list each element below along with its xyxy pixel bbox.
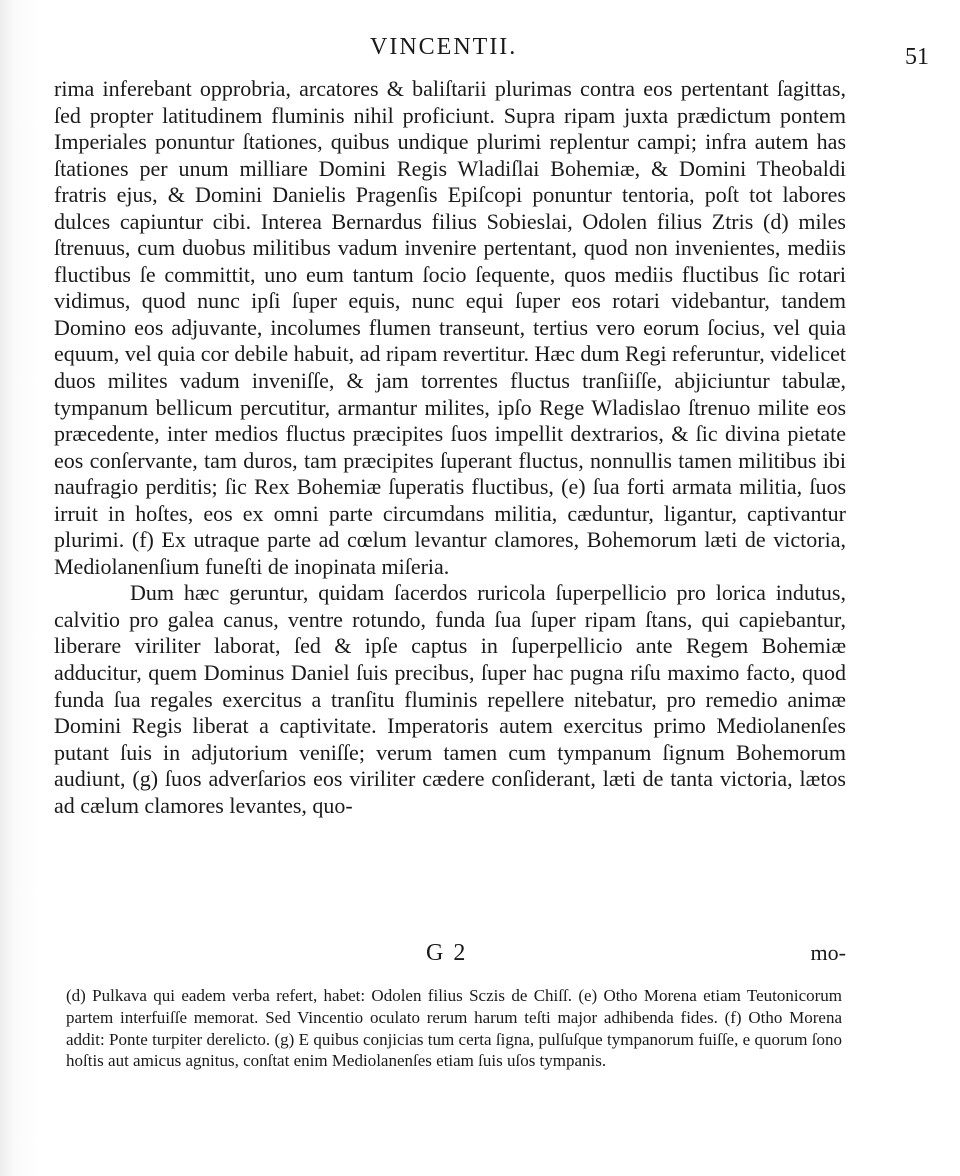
catchline	[54, 940, 846, 970]
footnote-text: (d) Pulkava qui eadem verba refert, habet: Odolen filius Sczis de Chiſſ. (e) Otho Morena etiam Teutonicorum partem interfuiſſe memorat. Sed Vincentio oculato rerum harum teſti major adhibenda fides. (f) Otho Morena addit: Ponte turpiter derelicto. (g) E quibus conjicias tum certa ſigna, pulſuſque tympanorum fuiſſe, e quorum ſono hoſtis aut amicus agnitus, conſtat enim Mediolanenſes etiam ſuis uſos tympanis.	[66, 986, 842, 1071]
footnotes	[66, 985, 842, 1072]
page-header	[0, 30, 960, 70]
signature-mark: G 2	[426, 940, 468, 966]
running-title: VINCENTII.	[370, 34, 518, 60]
main-text	[54, 76, 846, 819]
paragraph-2: Dum hæc geruntur, quidam ſacerdos ruricola ſuperpellicio pro lorica indutus, calvitio pro galea canus, ventre rotundo, funda ſua ſuper ripam ſtans, qui capiebantur, liberare viriliter laborat, ſed & ipſe captus in ſuperpellicio ante Regem Bohemiæ adducitur, quem Dominus Daniel ſuis precibus, ſuper hac pugna riſu maximo facto, quod funda ſua regales exercitus a tranſitu fluminis repellere nitebatur, pro remedio animæ Domini Regis liberat a captivitate. Imperatoris autem exercitus primo Mediolanenſes putant ſuis in adjutorium veniſſe; verum tamen cum tympanum ſignum Bohemorum audiunt, (g) ſuos adverſarios eos viriliter cædere conſiderant, læti de tanta victoria, lætos ad cælum clamores levantes, quo-	[54, 580, 846, 818]
catchword: mo-	[810, 940, 846, 965]
paragraph-1: rima inferebant opprobria, arcatores & baliſtarii plurimas contra eos pertentant ſagittas, ſed propter latitudinem fluminis nihil proficiunt. Supra ripam juxta prædictum pontem Imperiales ponuntur ſtationes, quibus undique plurimi replentur campi; infra autem has ſtationes per unum milliare Domini Regis Wladiſlai Bohemiæ, & Domini Theobaldi fratris ejus, & Domini Danielis Pragenſis Epiſcopi ponuntur tentoria, poſt tot labores dulces capiuntur cibi. Interea Bernardus filius Sobieslai, Odolen filius Ztris (d) miles ſtrenuus, cum duobus militibus vadum invenire pertentant, quod non invenientes, mediis fluctibus ſe committit, uno eum tantum ſocio ſequente, quos mediis fluctibus ſic rotari vidimus, quod nunc ipſi ſuper equis, nunc equi ſuper eos rotari videbantur, tandem Domino eos adjuvante, incolumes flumen transeunt, tertius vero eorum ſocius, vel quia equum, vel quia cor debile habuit, ad ripam revertitur. Hæc dum Regi referuntur, videlicet duos milites vadum inveniſſe, & jam torrentes fluctus tranſiiſſe, abjiciuntur tabulæ, tympanum bellicum percutitur, armantur milites, ipſo Rege Wladislao ſtrenuo milite eos præcedente, inter medios fluctus præcipites ſuos impellit dextrarios, & ſic divina pietate eos conſervante, tam duros, tam præcipites ſuperant fluctus, nonnullis tamen militibus ibi naufragio perditis; ſic Rex Bohemiæ ſuperatis fluctibus, (e) ſua forti armata militia, ſuos irruit in hoſtes, eos ex omni parte circumdans militia, cæduntur, ligantur, captivantur plurimi. (f) Ex utraque parte ad cœlum levantur clamores, Bohemorum læti de victoria, Mediolanenſium funeſti de inopinata miſeria.	[54, 76, 846, 579]
page-number: 51	[905, 44, 929, 70]
